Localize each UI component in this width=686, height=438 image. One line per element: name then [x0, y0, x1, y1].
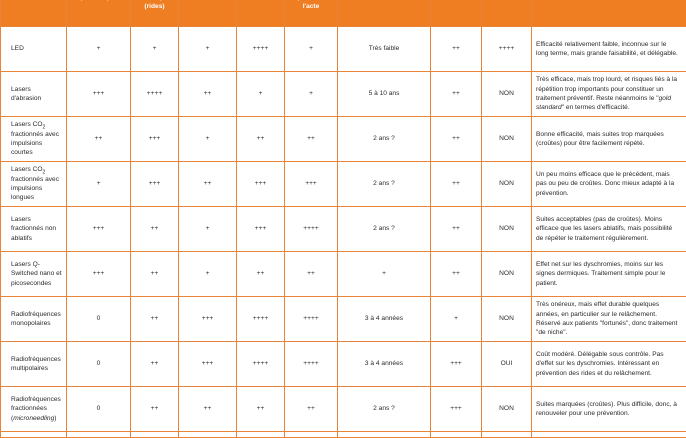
- cell-controlee: ++++: [482, 27, 532, 72]
- cell-seances: 2 ans ?: [338, 207, 431, 252]
- cell-epidermiques: +++: [67, 72, 131, 117]
- cell-repetition: ++: [285, 252, 338, 297]
- cell-comment: Effet net sur les dyschromies, moins sur les signes dermiques. Traitement simple pour le patient.: [532, 252, 686, 297]
- cell-controlee: NON: [482, 162, 532, 207]
- cell-empty: [131, 432, 179, 438]
- row-name: [1, 117, 67, 162]
- cell-controlee: NON: [482, 252, 532, 297]
- cell-empty: [285, 432, 338, 438]
- cell-repetition: ++++: [285, 342, 338, 387]
- cell-comment: Très onéreux, mais effet durable quelques années, en particulier sur le relâchement. Réservé aux patients "fortunés", donc traitement "de niche".: [532, 297, 686, 342]
- header-controlee: [482, 0, 532, 27]
- cell-col8: ++: [431, 27, 482, 72]
- table-row: [1, 342, 686, 387]
- table-row: [1, 207, 686, 252]
- name-text: ): [54, 415, 56, 422]
- cell-epidermiques: +++: [67, 252, 131, 297]
- header-dermique: (rides): [131, 0, 179, 27]
- comment-italic: gold standard: [536, 95, 671, 111]
- header-epidermiques: [67, 0, 131, 27]
- name-text: Radiofréquences fractionnées (: [11, 396, 61, 422]
- cell-col8: +++: [431, 342, 482, 387]
- cell-suites: ++++: [237, 342, 285, 387]
- cell-epidermiques: +: [67, 162, 131, 207]
- cell-dermique: ++: [131, 342, 179, 387]
- cell-epidermiques: ++: [67, 117, 131, 162]
- cell-seances: 2 ans ?: [338, 162, 431, 207]
- cell-seances: 2 ans ?: [338, 117, 431, 162]
- table-row: [1, 387, 686, 432]
- cell-relachement: ++: [179, 72, 237, 117]
- cell-seances: Très faible: [338, 27, 431, 72]
- cell-comment: [532, 72, 686, 117]
- table-row: [1, 27, 686, 72]
- cell-controlee: NON: [482, 72, 532, 117]
- cell-epidermiques: 0: [67, 342, 131, 387]
- cell-seances: 2 ans ?: [338, 387, 431, 432]
- cell-epidermiques: 0: [67, 297, 131, 342]
- cell-comment: Coût modéré. Délégable sous contrôle. Pas d'effet sur les dyschromies. Intéressant en prévention des rides et du relâchement.: [532, 342, 686, 387]
- cell-col8: ++: [431, 207, 482, 252]
- header-seances: [338, 0, 431, 27]
- cell-epidermiques: +++: [67, 207, 131, 252]
- cell-controlee: NON: [482, 207, 532, 252]
- table-row-partial: [1, 432, 686, 438]
- cell-comment: Bonne efficacité, mais suites trop marquées (croûtes) pour être facilement répété.: [532, 117, 686, 162]
- cell-seances: 3 à 4 années: [338, 297, 431, 342]
- header-name: [1, 0, 67, 27]
- cell-suites: +++: [237, 162, 285, 207]
- cell-relachement: +: [179, 252, 237, 297]
- cell-relachement: ++: [179, 162, 237, 207]
- cell-suites: ++: [237, 252, 285, 297]
- cell-dermique: ++: [131, 387, 179, 432]
- table-row: [1, 72, 686, 117]
- cell-controlee: NON: [482, 387, 532, 432]
- cell-comment: Un peu moins efficace que le précédent, mais pas ou peu de croûtes. Donc mieux adapté à la prévention.: [532, 162, 686, 207]
- header-repetition: l'acte: [285, 0, 338, 27]
- cell-dermique: ++: [131, 297, 179, 342]
- cell-controlee: NON: [482, 297, 532, 342]
- cell-col8: ++: [431, 252, 482, 297]
- cell-relachement: +++: [179, 297, 237, 342]
- cell-comment: Efficacité relativement faible, inconnue sur le long terme, mais grande faisabilité, et délégable.: [532, 27, 686, 72]
- cell-dermique: +: [131, 27, 179, 72]
- cell-empty: [532, 432, 686, 438]
- cell-suites: ++++: [237, 297, 285, 342]
- cell-dermique: ++++: [131, 72, 179, 117]
- cell-repetition: ++++: [285, 207, 338, 252]
- cell-repetition: ++: [285, 387, 338, 432]
- cell-repetition: ++: [285, 117, 338, 162]
- cell-comment: Suites marquées (croûtes). Plus difficile, donc, à renouveler pour une prévention.: [532, 387, 686, 432]
- table-row: [1, 162, 686, 207]
- header-relachement: [179, 0, 237, 27]
- cell-empty: [179, 432, 237, 438]
- name-italic: microneedling: [13, 415, 54, 422]
- row-name: Radiofréquences multipolaires: [1, 342, 67, 387]
- row-name: Radiofréquences monopolaires: [1, 297, 67, 342]
- cell-repetition: +++: [285, 162, 338, 207]
- cell-relachement: +: [179, 207, 237, 252]
- cell-empty: [237, 432, 285, 438]
- row-name: Lasers d'abrasion: [1, 72, 67, 117]
- cell-dermique: ++: [131, 207, 179, 252]
- cell-relachement: +: [179, 27, 237, 72]
- comment-text: " en termes d'efficacité.: [562, 104, 630, 111]
- table-row: [1, 117, 686, 162]
- name-text: fractionnés avec impulsions courtes: [11, 131, 59, 157]
- cell-seances: 3 à 4 années: [338, 342, 431, 387]
- cell-empty: [338, 432, 431, 438]
- comment-text: Très efficace, mais trop lourd, et risques liés à la répétition trop importants pour constituer un traitement préventif. Reste néanmoins le ": [536, 76, 677, 102]
- cell-controlee: OUI: [482, 342, 532, 387]
- cell-empty: [1, 432, 67, 438]
- cell-suites: ++: [237, 387, 285, 432]
- cell-epidermiques: 0: [67, 387, 131, 432]
- cell-empty: [67, 432, 131, 438]
- cell-repetition: +: [285, 72, 338, 117]
- cell-col8: ++: [431, 162, 482, 207]
- cell-col8: ++: [431, 72, 482, 117]
- cell-epidermiques: +: [67, 27, 131, 72]
- cell-relachement: +++: [179, 342, 237, 387]
- cell-comment: Suites acceptables (pas de croûtes). Moins efficace que les lasers ablatifs, mais possibilité de répéter le traitement régulièrement.: [532, 207, 686, 252]
- row-name: [1, 162, 67, 207]
- row-name: [1, 387, 67, 432]
- cell-repetition: ++++: [285, 297, 338, 342]
- row-name: Lasers fractionnés non ablatifs: [1, 207, 67, 252]
- table-row: [1, 297, 686, 342]
- header-comment: [532, 0, 686, 27]
- cell-col8: ++: [431, 117, 482, 162]
- cell-seances: +: [338, 252, 431, 297]
- name-text: Lasers CO: [11, 166, 43, 173]
- table-row: [1, 252, 686, 297]
- cell-dermique: ++: [131, 252, 179, 297]
- name-subscript: 2: [43, 170, 46, 176]
- name-text: Lasers CO: [11, 121, 43, 128]
- row-name: LED: [1, 27, 67, 72]
- name-text: fractionnés avec impulsions longues: [11, 176, 59, 202]
- cell-suites: ++: [237, 117, 285, 162]
- cell-empty: [431, 432, 482, 438]
- cell-relachement: ++: [179, 387, 237, 432]
- table-header: [1, 0, 686, 27]
- cell-suites: ++++: [237, 27, 285, 72]
- cell-suites: +++: [237, 207, 285, 252]
- header-suites: [237, 0, 285, 27]
- name-subscript: 2: [43, 125, 46, 131]
- cell-dermique: +++: [131, 162, 179, 207]
- cell-dermique: +++: [131, 117, 179, 162]
- cell-col8: +: [431, 297, 482, 342]
- cell-empty: [482, 432, 532, 438]
- row-name: Lasers Q-Switched nano et picosecondes: [1, 252, 67, 297]
- header-col8: [431, 0, 482, 27]
- cell-controlee: NON: [482, 117, 532, 162]
- table-body: [1, 27, 686, 438]
- cell-seances: 5 à 10 ans: [338, 72, 431, 117]
- cell-relachement: +: [179, 117, 237, 162]
- cell-col8: +++: [431, 387, 482, 432]
- cell-repetition: +: [285, 27, 338, 72]
- cell-suites: +: [237, 72, 285, 117]
